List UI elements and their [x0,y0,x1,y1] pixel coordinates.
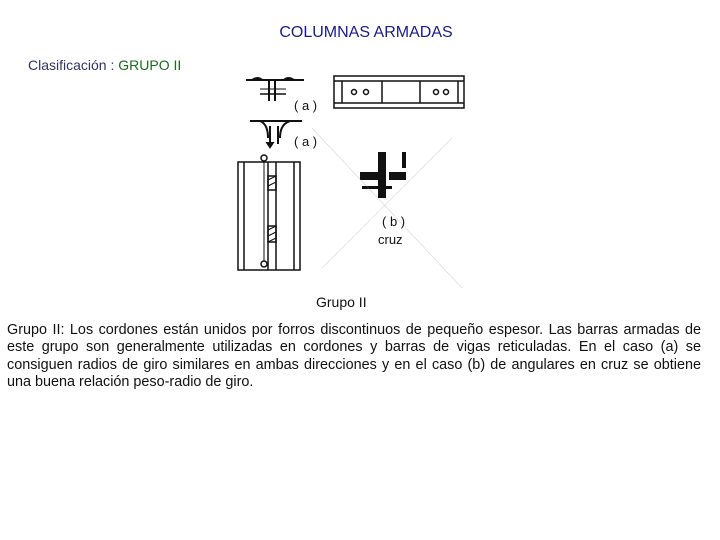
classification-value: GRUPO II [118,57,182,73]
description-text: Los cordones están unidos por forros discontinuos de pequeño espesor. Las barras armadas de este grupo son generalmente utilizadas en cordones y barras de vigas reticuladas. En el caso (a) se consiguen radios de giro similares en ambas direcciones y en el caso (b) de angulares en cruz se obtiene una buena relación peso-radio de giro. [7,322,701,390]
label-b: ( b ) [382,214,406,229]
background-noise [312,128,462,288]
elevation-vertical [238,155,300,270]
label-a-1: ( a ) [294,98,318,113]
figure-drawing [232,68,468,312]
classification [28,57,181,73]
elevation-horizontal [334,76,464,108]
page-title: COLUMNAS ARMADAS [279,24,453,41]
label-cruz: cruz [378,232,403,247]
group-ii-figure [232,68,468,312]
classification-label: Clasificación : [28,57,115,73]
group-ii-description [7,322,701,391]
label-a-2: ( a ) [294,134,318,149]
figure-caption: Grupo II [316,294,367,310]
description-lead: Grupo II: [7,322,65,338]
